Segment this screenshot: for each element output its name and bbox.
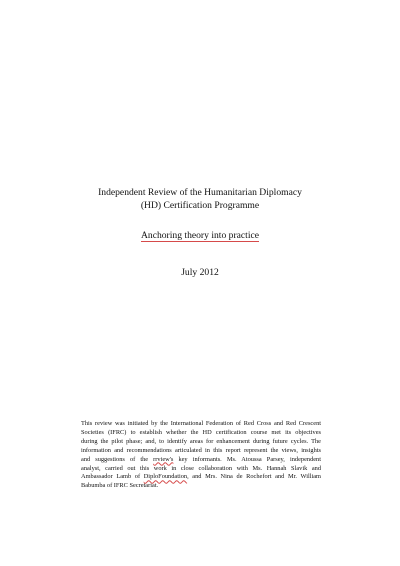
summary-line-4: information and recommendations articulated in this report represent the views, insights (81, 446, 321, 454)
title-line-1: Independent Review of the Humanitarian Diplomacy (98, 187, 302, 198)
summary-line-8: Babumba of IFRC Secretariat. (81, 482, 159, 490)
document-title (60, 186, 340, 212)
summary-line-5 (81, 456, 321, 465)
summary-line-5-end: key informants. Ms. Atoussa Parsey, independent (178, 455, 321, 463)
title-line-2: (HD) Certification Programme (140, 200, 260, 211)
subtitle-text: Anchoring theory into practice (140, 230, 259, 241)
summary-line-5-start: and suggestions of the (81, 455, 149, 463)
document-date: July 2012 (181, 267, 219, 278)
summary-line-2: Societies (IFRC) to establish whether the HD certification course met its objectives (81, 428, 321, 436)
document-subtitle (60, 229, 340, 242)
misspelled-word: rrview's (153, 455, 174, 463)
summary-line-1: This review was initiated by the International Federation of Red Cross and Red Crescent (81, 420, 321, 427)
summary-line-6: analyst, carried out this work in close collaboration with Ms. Hannah Slavik and (81, 464, 321, 472)
summary-paragraph (81, 420, 321, 491)
diplofoundation-word: DiploFoundation (143, 473, 188, 481)
summary-line-7-end: , and Mrs. Nina de Rochefort and Mr. William (187, 473, 321, 481)
summary-line-7 (81, 473, 321, 482)
summary-line-3: during the pilot phase; and, to identify areas for enhancement during future cycles. The (81, 437, 321, 445)
summary-line-7-start: Ambassador Lamb of (81, 473, 141, 481)
